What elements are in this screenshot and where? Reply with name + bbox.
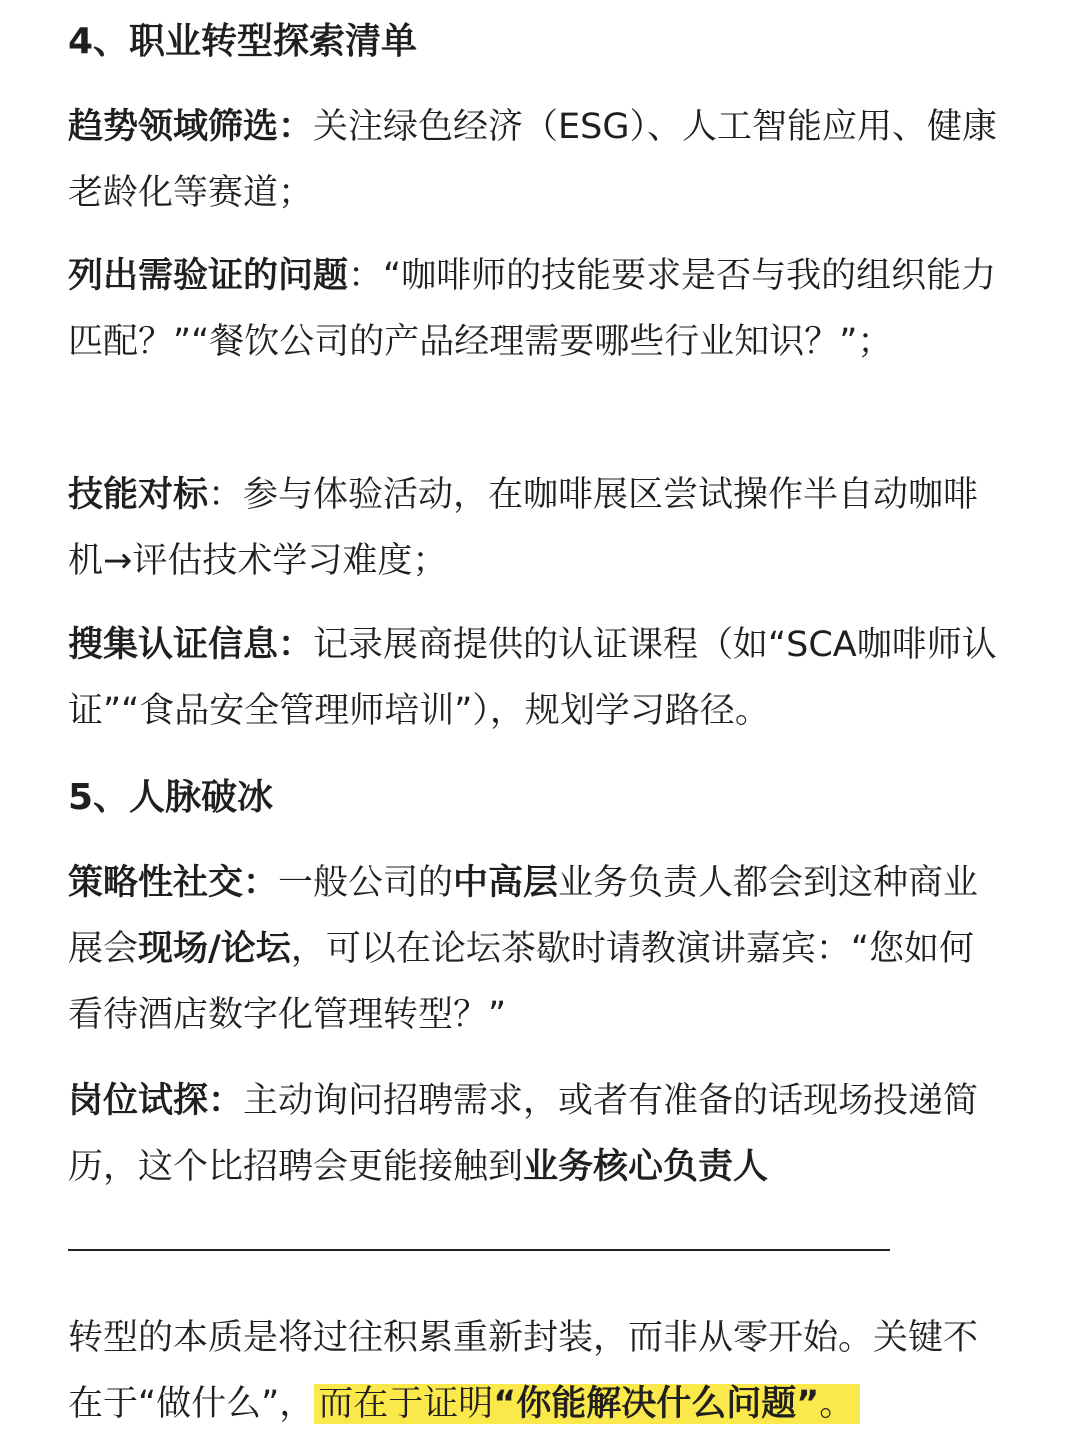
item-text: ：“咖啡师的技能要求是否与我的组织能力匹配？”“餐饮公司的产品经理需要哪些行业知识？”； bbox=[68, 256, 997, 362]
item-certification bbox=[68, 612, 1008, 744]
item-label: 趋势领域筛选： bbox=[68, 107, 314, 147]
divider-line bbox=[68, 1249, 890, 1251]
item-label: 技能对标 bbox=[68, 475, 209, 515]
highlight-text: 而在于证明 bbox=[318, 1384, 494, 1424]
conclusion-text: 转型的本质是将过往积累重新封装，而非从零开始。关键不在于“做什么”， bbox=[68, 1318, 979, 1424]
item-job-probe bbox=[68, 1068, 1008, 1200]
item-text: ：参与体验活动，在咖啡展区尝试操作半自动咖啡机→评估技术学习难度； bbox=[68, 475, 979, 581]
item-label: 列出需验证的问题 bbox=[68, 256, 349, 296]
item-text: 业务负责人都会到这种商业展会 bbox=[68, 863, 979, 969]
highlight-end: 。 bbox=[819, 1384, 855, 1424]
item-label: 搜集认证信息： bbox=[68, 625, 314, 665]
highlight-bold-text: “你能解决什么问题” bbox=[493, 1384, 820, 1424]
item-trend-filter bbox=[68, 94, 1008, 226]
item-text: 记录展商提供的认证课程（如“SCA咖啡师认证”“食品安全管理师培训”），规划学习路径。 bbox=[68, 625, 997, 731]
conclusion-paragraph bbox=[68, 1305, 1008, 1437]
item-text: 主动询问招聘需求，或者有准备的话现场投递简历，这个比招聘会更能接触到 bbox=[68, 1081, 979, 1187]
item-skill-benchmark bbox=[68, 462, 1008, 594]
item-text: 一般公司的 bbox=[278, 863, 454, 903]
item-bold: 业务核心负责人 bbox=[523, 1147, 769, 1187]
item-bold: 中高层 bbox=[453, 863, 559, 903]
item-bold: 现场/论坛 bbox=[138, 929, 291, 969]
item-strategic-networking bbox=[68, 850, 1008, 1048]
section-5-title: 5、人脉破冰 bbox=[68, 777, 274, 818]
section-4-title: 4、职业转型探索清单 bbox=[68, 21, 418, 62]
item-text: ，可以在论坛茶歇时请教演讲嘉宾：“您如何看待酒店数字化管理转型？” bbox=[68, 929, 974, 1035]
item-label: 策略性社交： bbox=[68, 863, 279, 903]
item-label: 岗位试探： bbox=[68, 1081, 244, 1121]
conclusion-highlight bbox=[314, 1384, 860, 1424]
item-questions bbox=[68, 243, 1008, 375]
item-text: 关注绿色经济（ESG）、人工智能应用、健康老龄化等赛道； bbox=[68, 107, 997, 213]
